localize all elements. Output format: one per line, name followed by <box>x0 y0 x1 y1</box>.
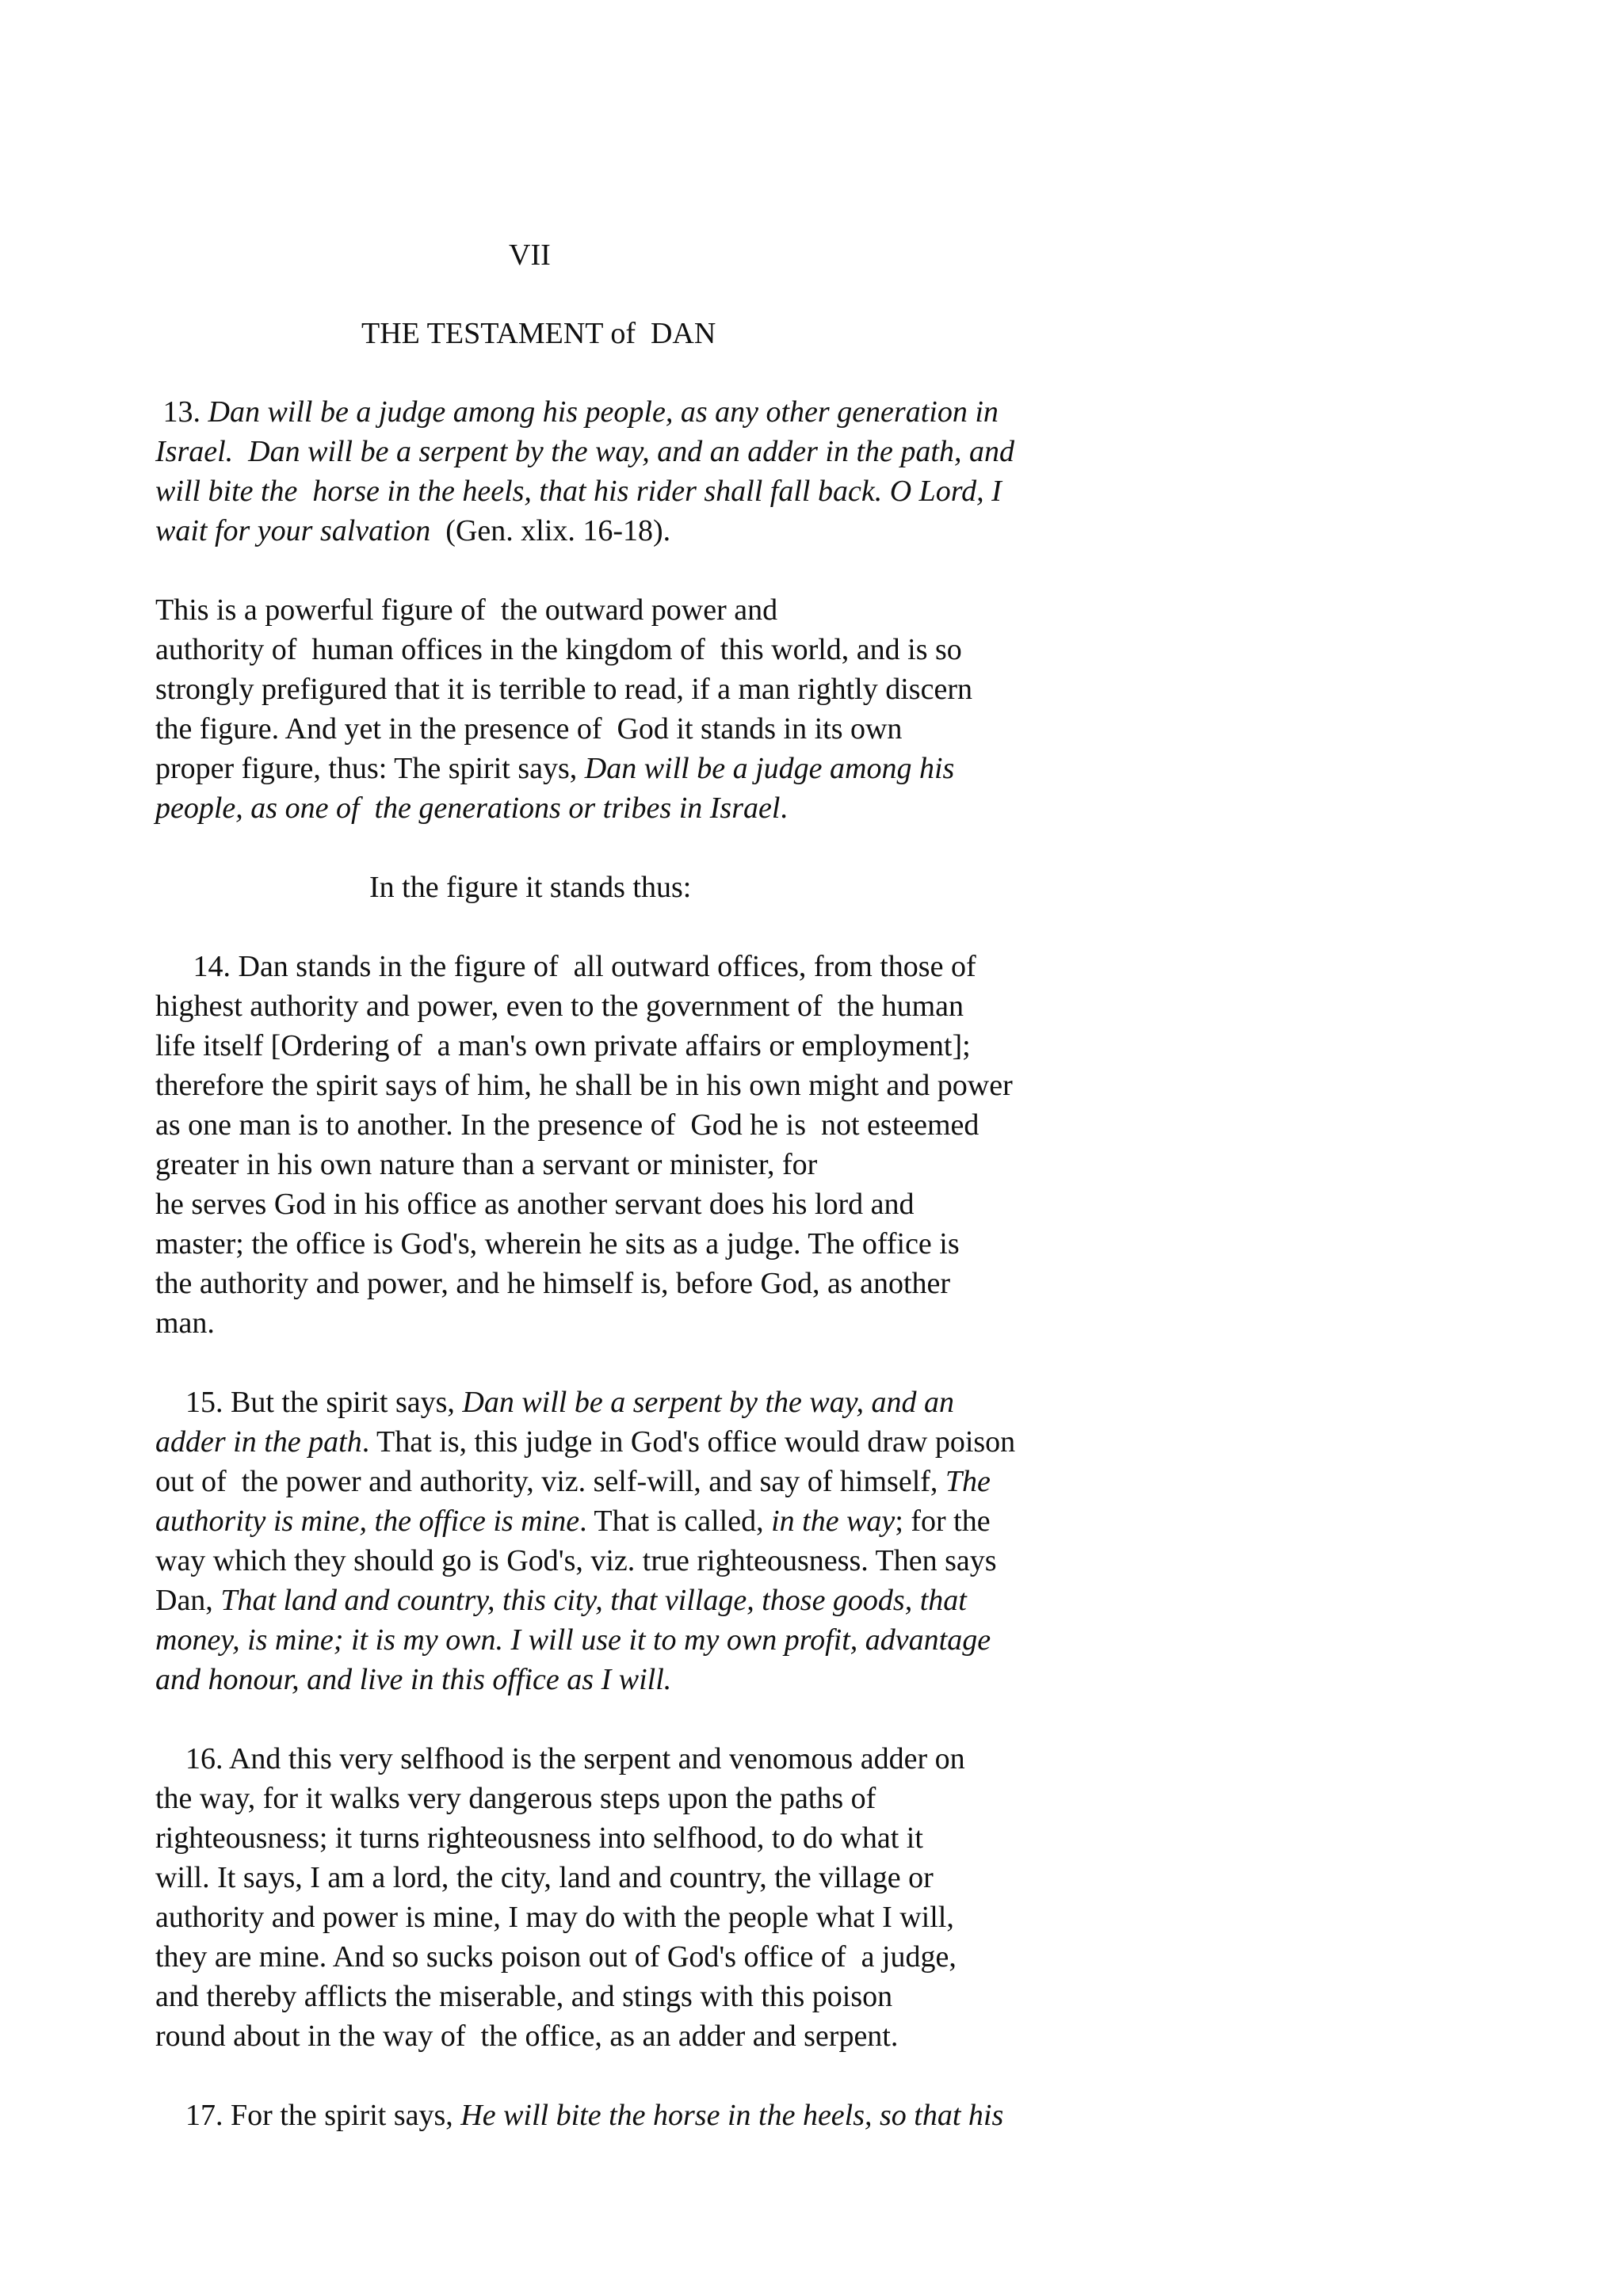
verse-15-line-5: way which they should go is God's, viz. true righteousness. Then says <box>155 1544 997 1577</box>
verse-15-line-6: Dan, That land and country, this city, that village, those goods, that <box>155 1584 967 1617</box>
verse-14-line-6: greater in his own nature than a servant or minister, for <box>155 1148 818 1181</box>
verse-16-line-3: righteousness; it turns righteousness into selfhood, to do what it <box>155 1821 923 1855</box>
intro-line-2: authority of human offices in the kingdom of this world, and is so <box>155 633 962 666</box>
verse-14-line-8: master; the office is God's, wherein he sits as a judge. The office is <box>155 1227 960 1261</box>
verse-17-line-1: 17. For the spirit says, He will bite the horse in the heels, so that his <box>155 2099 1004 2132</box>
intro-line-5: proper figure, thus: The spirit says, Dan will be a judge among his <box>155 752 955 785</box>
verse-15-line-7: money, is mine; it is my own. I will use it to my own profit, advantage <box>155 1623 991 1657</box>
verse-14-line-3: life itself [Ordering of a man's own private affairs or employment]; <box>155 1029 971 1062</box>
verse-16-line-5: authority and power is mine, I may do with the people what I will, <box>155 1901 954 1934</box>
verse-16-line-6: they are mine. And so sucks poison out of God's office of a judge, <box>155 1940 957 1974</box>
verse-13-line-3: will bite the horse in the heels, that his rider shall fall back. O Lord, I <box>155 475 1002 508</box>
subheading: In the figure it stands thus: <box>369 871 692 904</box>
intro-line-3: strongly prefigured that it is terrible to read, if a man rightly discern <box>155 673 972 706</box>
verse-14-line-9: the authority and power, and he himself is, before God, as another <box>155 1267 951 1300</box>
verse-13-line-2: Israel. Dan will be a serpent by the way, and an adder in the path, and <box>155 435 1014 468</box>
chapter-number: VII <box>509 238 551 272</box>
verse-16-line-8: round about in the way of the office, as an adder and serpent. <box>155 2019 899 2053</box>
verse-13-line-1: 13. Dan will be a judge among his people, as any other generation in <box>155 395 999 429</box>
verse-14-line-2: highest authority and power, even to the government of the human <box>155 990 964 1023</box>
verse-14-line-5: as one man is to another. In the presence of God he is not esteemed <box>155 1108 980 1142</box>
chapter-title: THE TESTAMENT of DAN <box>361 317 716 350</box>
verse-14-line-10: man. <box>155 1306 215 1340</box>
verse-16-line-7: and thereby afflicts the miserable, and stings with this poison <box>155 1980 893 2013</box>
verse-15-line-3: out of the power and authority, viz. self-will, and say of himself, The <box>155 1465 991 1498</box>
verse-13-line-4: wait for your salvation (Gen. xlix. 16-18). <box>155 514 671 547</box>
verse-14-line-1: 14. Dan stands in the figure of all outward offices, from those of <box>155 950 976 983</box>
verse-15-line-1: 15. But the spirit says, Dan will be a serpent by the way, and an <box>155 1386 954 1419</box>
intro-line-6: people, as one of the generations or tribes in Israel. <box>155 791 788 825</box>
verse-16-line-2: the way, for it walks very dangerous steps upon the paths of <box>155 1782 876 1815</box>
verse-14-line-7: he serves God in his office as another servant does his lord and <box>155 1188 915 1221</box>
verse-15-line-8: and honour, and live in this office as I will. <box>155 1663 672 1696</box>
intro-line-4: the figure. And yet in the presence of God it stands in its own <box>155 712 903 746</box>
verse-15-line-4: authority is mine, the office is mine. That is called, in the way; for the <box>155 1505 991 1538</box>
verse-14-line-4: therefore the spirit says of him, he shall be in his own might and power <box>155 1069 1013 1102</box>
verse-16-line-1: 16. And this very selfhood is the serpent and venomous adder on <box>155 1742 965 1775</box>
intro-line-1: This is a powerful figure of the outward power and <box>155 593 778 627</box>
verse-16-line-4: will. It says, I am a lord, the city, land and country, the village or <box>155 1861 934 1894</box>
verse-15-line-2: adder in the path. That is, this judge in God's office would draw poison <box>155 1425 1016 1459</box>
